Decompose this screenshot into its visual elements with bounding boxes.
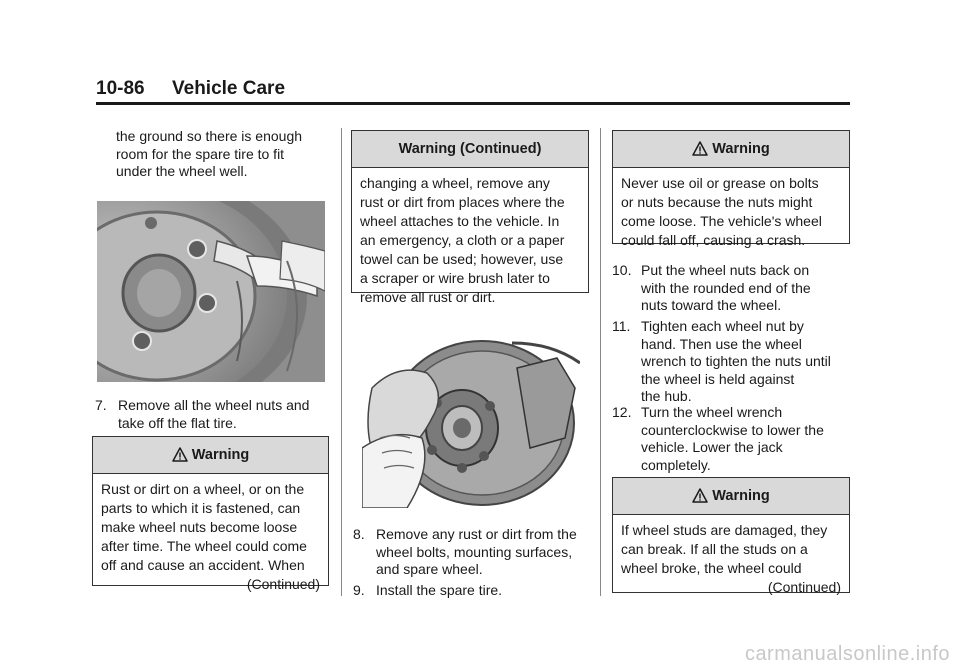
warning-header: Warning <box>93 437 328 474</box>
warning-triangle-icon <box>692 488 708 504</box>
continued-label: (Continued) <box>767 579 841 595</box>
warning-box-oil <box>612 130 850 248</box>
page-number: 10-86 <box>96 78 145 99</box>
warning-body: Never use oil or grease on bolts or nuts because the nuts might come loose. The vehicle's wheel could fall off, causing a crash. <box>621 175 822 248</box>
warning-box-rust <box>92 436 329 592</box>
warning-body: If wheel studs are damaged, they can break. If all the studs on a wheel broke, the wheel could (Continued) <box>621 522 841 595</box>
warning-body: changing a wheel, remove any rust or dirt from places where the wheel attaches to the vehicle. In an emergency, a cloth or a paper towel can be used; however, use a scraper or wire brush later to remove all rust or dirt. <box>360 175 565 305</box>
warning-box-continued <box>351 130 589 305</box>
section-title: Vehicle Care <box>172 78 286 99</box>
warning-header: Warning <box>613 478 849 515</box>
warning-body: Rust or dirt on a wheel, or on the parts to which it is fastened, can make wheel nuts become loose after time. The wheel could come off and cause an accident. When (Continued) <box>101 481 320 592</box>
wheel-nuts-illustration <box>97 201 325 382</box>
watermark: carmanualsonline.info <box>744 643 950 665</box>
warning-triangle-icon <box>692 141 708 157</box>
header-rule <box>96 102 850 105</box>
warning-box-studs <box>612 477 850 593</box>
brake-hub-illustration <box>362 328 580 508</box>
warning-header: Warning <box>613 131 849 168</box>
column-divider-2 <box>600 128 601 596</box>
column-divider-1 <box>341 128 342 596</box>
page-header <box>96 78 850 104</box>
intro-text: the ground so there is enough room for the spare tire to fit under the wheel well. <box>116 128 303 179</box>
continued-label: (Continued) <box>246 576 320 592</box>
warning-header: Warning (Continued) <box>352 131 588 168</box>
warning-triangle-icon <box>172 447 188 463</box>
